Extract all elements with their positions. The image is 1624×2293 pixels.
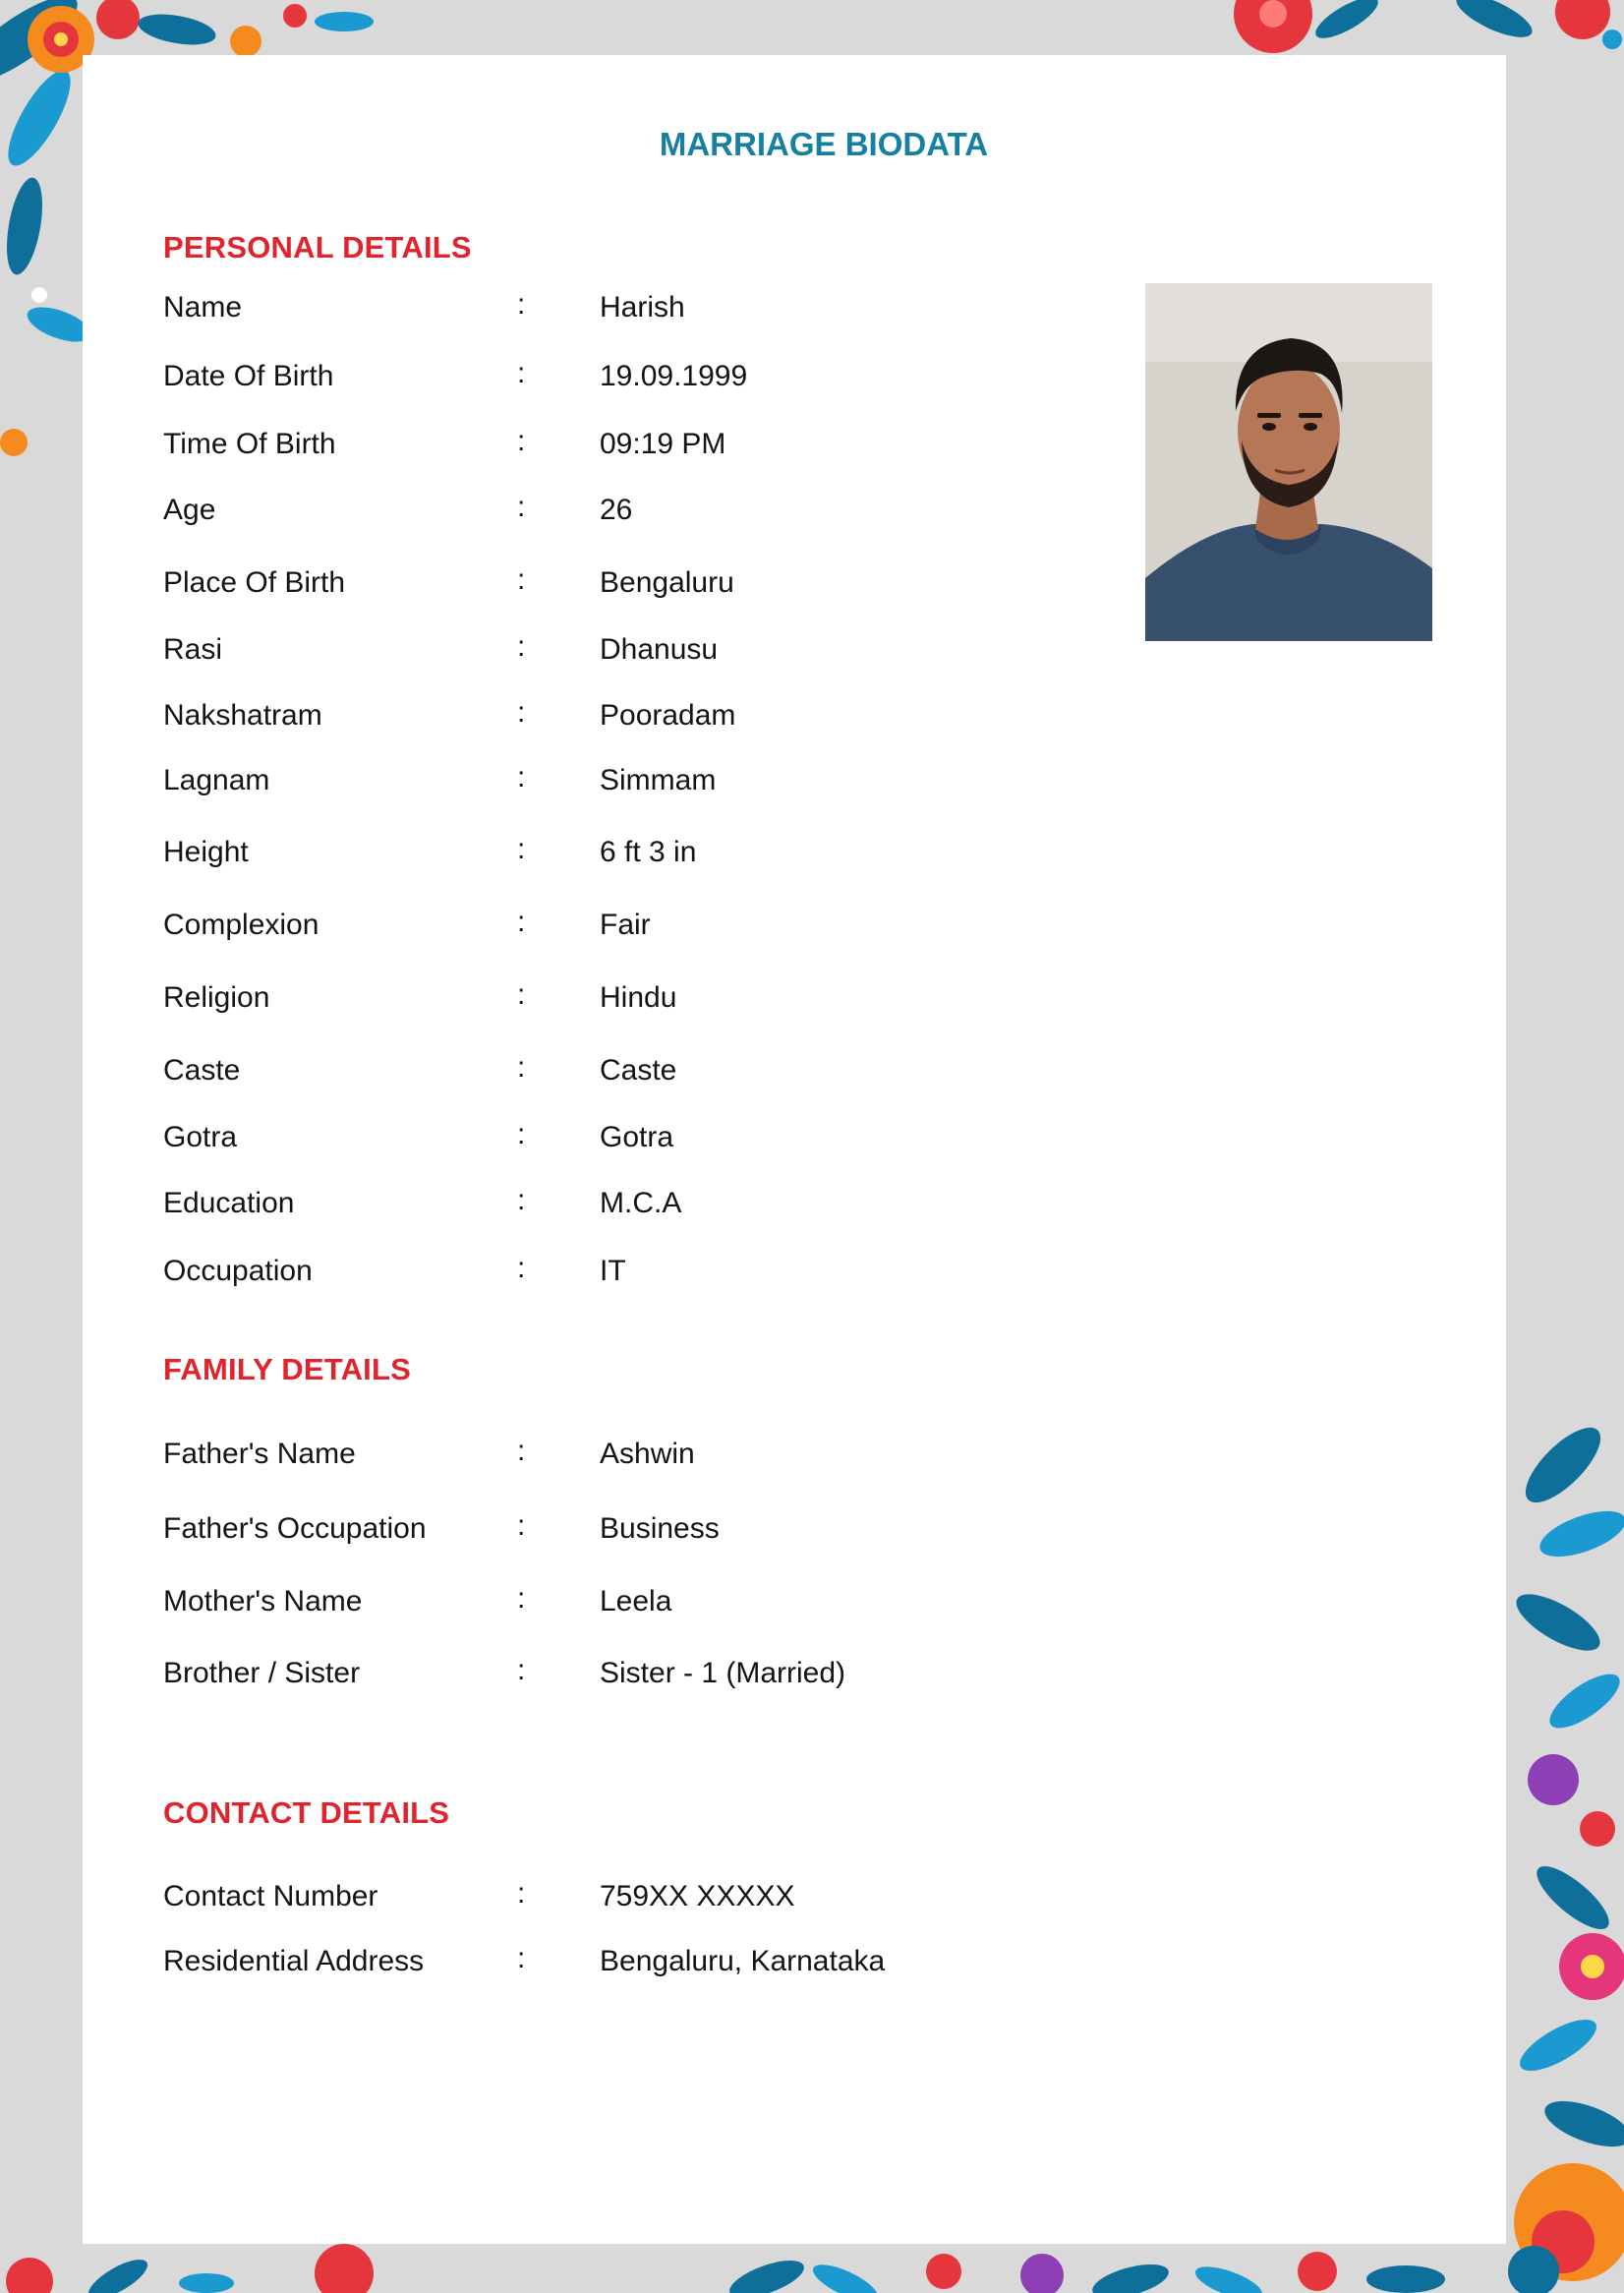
row-separator: : [517, 1654, 526, 1686]
row-label: Time Of Birth [163, 428, 336, 460]
detail-row-name [83, 288, 1164, 330]
row-label: Complexion [163, 909, 319, 941]
detail-row-contact-number [83, 1877, 1164, 1919]
detail-row-place-of-birth [83, 563, 1164, 606]
row-value: Leela [600, 1585, 672, 1617]
row-separator: : [517, 1118, 526, 1150]
row-separator: : [517, 1877, 526, 1910]
row-label: Nakshatram [163, 699, 322, 732]
row-separator: : [517, 425, 526, 457]
row-value: 6 ft 3 in [600, 836, 697, 868]
row-label: Age [163, 494, 216, 526]
detail-row-religion [83, 978, 1164, 1021]
detail-row-brother-sister [83, 1654, 1164, 1696]
row-separator: : [517, 1051, 526, 1084]
row-separator: : [517, 1435, 526, 1467]
row-value: M.C.A [600, 1187, 682, 1219]
row-label: Rasi [163, 633, 223, 666]
row-separator: : [517, 491, 526, 523]
floral-bottom-icon [6, 2244, 1445, 2293]
floral-top-right-icon [1234, 0, 1622, 53]
row-separator: : [517, 357, 526, 389]
row-label: Contact Number [163, 1880, 378, 1912]
detail-row-fathers-occupation [83, 1509, 1164, 1552]
row-separator: : [517, 630, 526, 663]
detail-row-gotra [83, 1118, 1164, 1160]
row-separator: : [517, 563, 526, 596]
detail-row-residential-address [83, 1942, 1164, 1984]
row-label: Place Of Birth [163, 566, 346, 599]
detail-row-rasi [83, 630, 1164, 673]
row-value: IT [600, 1255, 626, 1287]
detail-row-complexion [83, 906, 1164, 948]
row-value: Dhanusu [600, 633, 719, 666]
row-value: 19.09.1999 [600, 360, 748, 392]
detail-row-height [83, 833, 1164, 875]
row-value: Bengaluru [600, 566, 734, 599]
detail-row-caste [83, 1051, 1164, 1093]
row-separator: : [517, 978, 526, 1011]
row-value: Pooradam [600, 699, 736, 732]
row-value: Business [600, 1512, 720, 1545]
row-label: Residential Address [163, 1945, 425, 1977]
row-value: 759XX XXXXX [600, 1880, 795, 1912]
row-separator: : [517, 288, 526, 321]
detail-row-nakshatram [83, 696, 1164, 738]
row-value: Bengaluru, Karnataka [600, 1945, 886, 1977]
detail-row-date-of-birth [83, 357, 1164, 399]
row-separator: : [517, 1184, 526, 1216]
detail-row-education [83, 1184, 1164, 1226]
row-label: Height [163, 836, 249, 868]
row-value: Caste [600, 1054, 677, 1087]
contact-details-heading: CONTACT DETAILS [163, 1795, 450, 1830]
page-title: MARRIAGE BIODATA [659, 126, 989, 162]
personal-details-heading: PERSONAL DETAILS [163, 230, 472, 265]
row-label: Education [163, 1187, 295, 1219]
row-label: Father's Occupation [163, 1512, 427, 1545]
row-value: Harish [600, 291, 685, 323]
row-label: Occupation [163, 1255, 313, 1287]
row-separator: : [517, 761, 526, 794]
row-separator: : [517, 1509, 526, 1542]
floral-right-icon [1508, 1417, 1624, 2293]
profile-photo [1145, 283, 1432, 641]
detail-row-mothers-name [83, 1582, 1164, 1624]
row-value: Ashwin [600, 1438, 695, 1470]
row-label: Brother / Sister [163, 1657, 361, 1689]
row-separator: : [517, 1252, 526, 1284]
row-label: Religion [163, 981, 270, 1014]
row-value: Gotra [600, 1121, 674, 1153]
row-label: Lagnam [163, 764, 270, 796]
row-value: Sister - 1 (Married) [600, 1657, 846, 1689]
row-separator: : [517, 1582, 526, 1615]
row-value: 09:19 PM [600, 428, 726, 460]
row-value: Simmam [600, 764, 717, 796]
person-portrait-icon [1145, 283, 1432, 641]
biodata-card [83, 55, 1506, 2244]
family-details-heading: FAMILY DETAILS [163, 1352, 411, 1386]
detail-row-time-of-birth [83, 425, 1164, 467]
row-label: Name [163, 291, 243, 323]
row-value: Fair [600, 909, 651, 941]
row-label: Date Of Birth [163, 360, 334, 392]
row-label: Gotra [163, 1121, 238, 1153]
detail-row-age [83, 491, 1164, 533]
row-value: Hindu [600, 981, 677, 1014]
row-label: Father's Name [163, 1438, 356, 1470]
row-separator: : [517, 696, 526, 729]
detail-row-occupation [83, 1252, 1164, 1294]
row-label: Mother's Name [163, 1585, 363, 1617]
row-separator: : [517, 906, 526, 938]
row-value: 26 [600, 494, 633, 526]
row-label: Caste [163, 1054, 241, 1087]
detail-row-lagnam [83, 761, 1164, 803]
row-separator: : [517, 833, 526, 865]
detail-row-fathers-name [83, 1435, 1164, 1477]
row-separator: : [517, 1942, 526, 1974]
